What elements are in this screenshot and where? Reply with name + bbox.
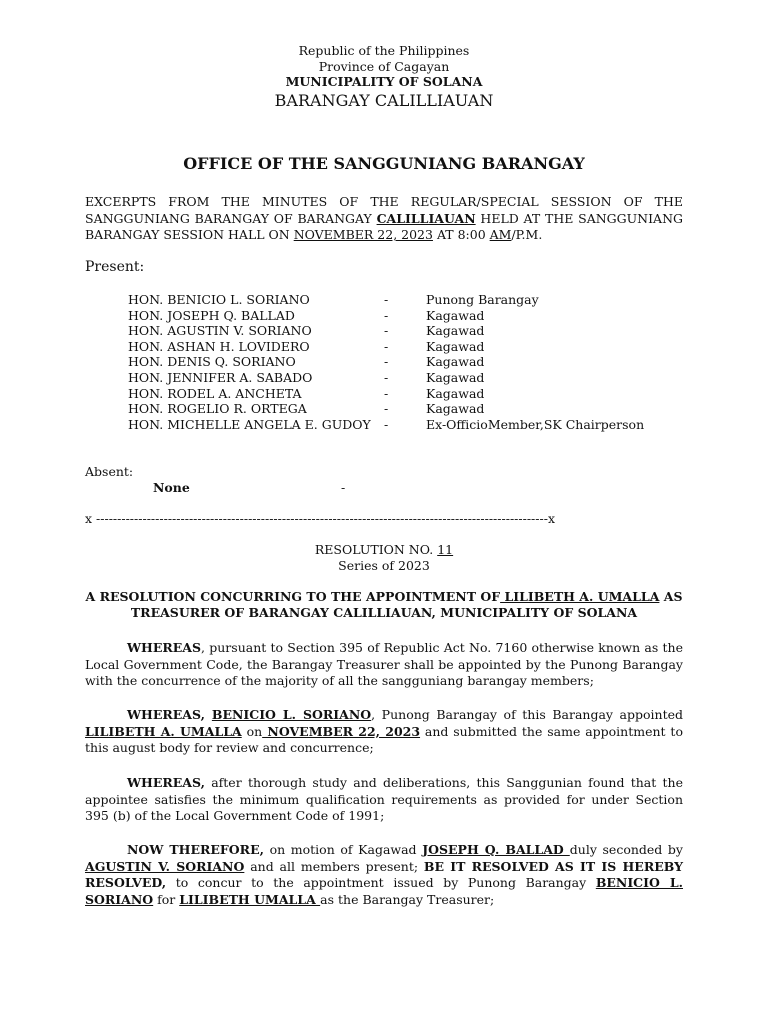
present-member-row	[128, 370, 688, 386]
present-member-row	[128, 292, 688, 308]
member-name: HON. MICHELLE ANGELA E. GUDOY	[128, 416, 371, 432]
excerpt-text-2: HELD AT THE SANGGUNIANG BARANGAY SESSION HALL ON	[85, 210, 683, 242]
whereas2-text-2: on	[241, 723, 263, 739]
member-position: Punong Barangay	[426, 292, 539, 307]
member-name: HON. ASHAN H. LOVIDERO	[128, 338, 310, 354]
whereas-paragraph-3	[85, 775, 683, 825]
whereas-paragraph-2	[85, 707, 683, 757]
member-position: Kagawad	[426, 338, 485, 354]
header-barangay: BARANGAY CALILLIAUAN	[274, 91, 494, 110]
excerpt-text-4: /P.M.	[511, 227, 543, 242]
member-dash: -	[384, 416, 389, 432]
whereas2-date: NOVEMBER 22, 2023	[262, 723, 421, 739]
member-position: Kagawad	[426, 385, 485, 401]
whereas3-lead: WHEREAS,	[127, 775, 205, 790]
nowtherefore-lead: NOW THEREFORE,	[127, 842, 264, 857]
member-dash: -	[384, 370, 389, 385]
nowtherefore-text-4: to concur to the appointment issued by Punong Barangay	[166, 875, 596, 890]
excerpt-paragraph	[85, 194, 683, 244]
whereas2-appointee: LILIBETH A. UMALLA	[85, 723, 242, 739]
header-municipality: MUNICIPALITY OF SOLANA	[285, 74, 483, 89]
whereas2-text-1: , Punong Barangay of this Barangay appointed	[371, 707, 683, 722]
nowtherefore-text-1: on motion of Kagawad	[263, 842, 423, 857]
member-position: Ex-OfficioMember,SK Chairperson	[426, 416, 645, 432]
whereas-paragraph-1	[85, 640, 683, 690]
resolution-number-value: 11	[437, 542, 454, 557]
nowtherefore-punong-barangay: BENICIO L. SORIANO	[85, 875, 683, 907]
member-position: Kagawad	[426, 354, 485, 370]
absent-name: None	[153, 480, 190, 495]
title-text-a: A RESOLUTION CONCURRING TO THE APPOINTMENT OF	[85, 589, 501, 604]
member-dash: -	[384, 401, 389, 417]
absent-dash: -	[341, 480, 346, 495]
divider-line: x -----------------------------------------------------------------------------------------------------------x	[85, 511, 556, 526]
whereas1-text: , pursuant to Section 395 of Republic Act No. 7160 otherwise known as the Local Government Code, the Barangay Treasurer shall be appointed by the Punong Barangay with the concurrence of the majority of all the sangguniang barangay members;	[85, 640, 683, 688]
header-province: Province of Cagayan	[318, 59, 450, 74]
present-member-row	[128, 354, 688, 370]
now-therefore-paragraph	[85, 842, 683, 908]
nowtherefore-text-6: as the Barangay Treasurer;	[320, 891, 495, 907]
absent-label: Absent:	[85, 464, 134, 479]
header-republic: Republic of the Philippines	[298, 43, 470, 58]
nowtherefore-text-3: and all members present;	[244, 858, 424, 874]
excerpt-text-3: AT 8:00	[432, 227, 490, 242]
present-member-row	[128, 308, 688, 324]
resolution-series: Series of 2023	[338, 558, 430, 573]
member-dash: -	[384, 292, 389, 307]
nowtherefore-text-2: duly seconded by	[569, 842, 683, 857]
nowtherefore-appointee: LILIBETH UMALLA	[179, 891, 321, 907]
member-dash: -	[384, 323, 389, 339]
member-name: HON. JENNIFER A. SABADO	[128, 370, 313, 385]
whereas2-lead: WHEREAS,	[127, 707, 212, 722]
resolution-number	[85, 542, 683, 557]
nowtherefore-mover: JOSEPH Q. BALLAD	[422, 842, 570, 857]
member-name: HON. ROGELIO R. ORTEGA	[128, 401, 307, 417]
member-name: HON. AGUSTIN V. SORIANO	[128, 323, 312, 339]
whereas3-text: after thorough study and deliberations, this Sanggunian found that the appointee satisfies the minimum qualification requirements as provided for under Section 395 (b) of the Local Government Code of 1991;	[85, 775, 683, 823]
member-name: HON. BENICIO L. SORIANO	[128, 292, 310, 307]
whereas1-lead: WHEREAS	[127, 640, 202, 655]
nowtherefore-resolved: BE IT RESOLVED AS IT IS HEREBY RESOLVED,	[85, 858, 683, 890]
present-member-row	[128, 417, 688, 433]
resolution-title-line2: TREASURER OF BARANGAY CALILLIAUAN, MUNICIPALITY OF SOLANA	[130, 605, 638, 620]
whereas2-punong-barangay: BENICIO L. SORIANO	[211, 707, 372, 722]
excerpt-barangay: CALILLIAUAN	[376, 210, 476, 226]
excerpt-date: NOVEMBER 22, 2023	[293, 227, 433, 242]
member-position: Kagawad	[426, 401, 485, 417]
excerpt-am: AM	[489, 227, 512, 242]
present-member-row	[128, 401, 688, 417]
present-member-row	[128, 339, 688, 355]
whereas2-text-3: and submitted the same appointment to this august body for review and concurrence;	[85, 723, 683, 755]
resolution-title-line1	[85, 589, 683, 604]
member-dash: -	[384, 307, 389, 323]
member-position: Kagawad	[426, 370, 485, 385]
present-member-row	[128, 386, 688, 402]
member-dash: -	[384, 338, 389, 354]
present-label: Present:	[85, 259, 145, 275]
member-dash: -	[384, 385, 389, 401]
member-dash: -	[384, 354, 389, 370]
member-name: HON. JOSEPH Q. BALLAD	[128, 307, 295, 323]
excerpt-text-1: EXCERPTS FROM THE MINUTES OF THE REGULAR/SPECIAL SESSION OF THE SANGGUNIANG BARANGAY OF BARANGAY	[85, 194, 683, 226]
nowtherefore-text-5: for	[153, 891, 180, 907]
resolution-label: RESOLUTION NO.	[314, 542, 438, 557]
title-appointee: LILIBETH A. UMALLA	[500, 589, 660, 604]
member-position: Kagawad	[426, 307, 485, 323]
title-text-c: AS	[659, 589, 683, 604]
member-name: HON. DENIS Q. SORIANO	[128, 354, 296, 370]
present-member-row	[128, 323, 688, 339]
office-title: OFFICE OF THE SANGGUNIANG BARANGAY	[183, 154, 585, 173]
nowtherefore-seconder: AGUSTIN V. SORIANO	[85, 858, 245, 874]
member-position: Kagawad	[426, 323, 485, 339]
member-name: HON. RODEL A. ANCHETA	[128, 385, 302, 401]
